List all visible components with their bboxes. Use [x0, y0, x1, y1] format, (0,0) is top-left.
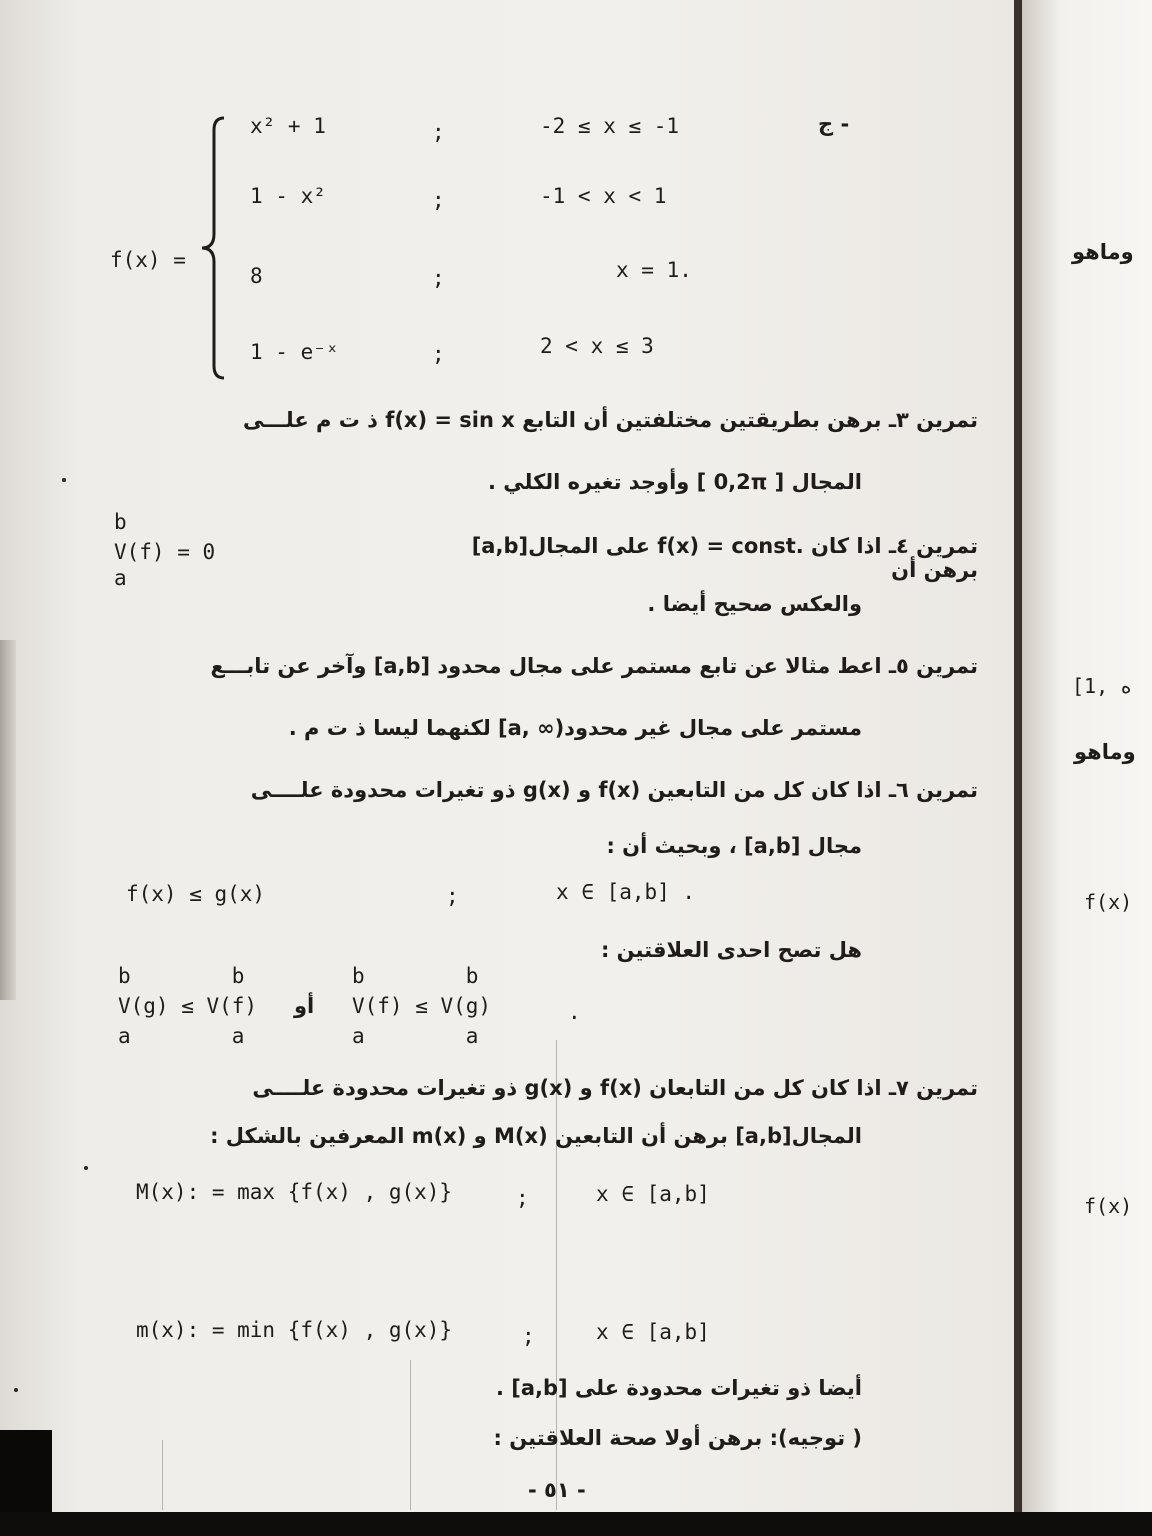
relation-2: V(f) ≤ V(g): [352, 994, 492, 1018]
exercise-7-hint: ( توجيه): برهن أولا صحة العلاقتين :: [493, 1426, 862, 1450]
max-separator: ;: [516, 1186, 529, 1210]
exercise-4-line-1: تمرين ٤ـ اذا كان .f(x) = const على المجال[a,b] برهن أن: [471, 534, 978, 582]
inequality-right: x ∈ [a,b] .: [556, 880, 696, 904]
exercise-7-line-1: تمرين ٧ـ اذا كان كل من التابعان (f(x و (g(x ذو تغيرات محدودة علــــى: [252, 1076, 978, 1100]
exercise-4-line-2: والعكس صحيح أيضا .: [647, 592, 862, 616]
adjacent-text: وماهو: [1074, 740, 1136, 764]
exercise-3-line-2: المجال [ 0,2π ] وأوجد تغيره الكلي .: [487, 470, 862, 494]
exercise-7-line-2: المجال[a,b] برهن أن التابعين (M(x و (m(x المعرفين بالشكل :: [210, 1124, 862, 1148]
scan-bottom-edge: [0, 1512, 1152, 1536]
adjacent-text: وماهو: [1072, 240, 1134, 264]
relation-1-upper: b b: [118, 964, 245, 988]
case-separator: ;: [432, 120, 445, 144]
case-condition: -1 < x < 1: [540, 184, 667, 208]
variation-lower-limit: a: [114, 566, 127, 590]
exercise-5-line-1: تمرين ٥ـ اعط مثالا عن تابع مستمر على مجال محدود [a,b] وآخر عن تابـــع: [210, 654, 978, 678]
adjacent-page: [1022, 0, 1152, 1536]
speck: [62, 478, 66, 482]
adjacent-text: [1, ه: [1072, 674, 1133, 698]
max-definition: M(x): = max {f(x) , g(x)}: [136, 1180, 453, 1204]
variation-upper-limit: b: [114, 510, 127, 534]
page-number: - ٥١ -: [528, 1478, 586, 1502]
relation-end-dot: .: [568, 1000, 581, 1024]
case-expr: 1 - e⁻ˣ: [250, 340, 339, 364]
bleed-line: [162, 1440, 163, 1510]
exercise-6-line-1: تمرين ٦ـ اذا كان كل من التابعين (f(x و (g(x ذو تغيرات محدودة علــــى: [250, 778, 978, 802]
exercise-6-line-2: مجال [a,b] ، وبحيث أن :: [606, 834, 862, 858]
left-brace-icon: [196, 116, 226, 380]
variation-formula: V(f) = 0: [114, 540, 216, 564]
exercise-6-line-3: هل تصح احدى العلاقتين :: [600, 938, 862, 962]
function-label: f(x) =: [110, 248, 186, 272]
case-separator: ;: [432, 342, 445, 366]
case-marker: - ج: [818, 112, 850, 136]
adjacent-text: f(x): [1084, 1194, 1133, 1218]
min-domain: x ∈ [a,b]: [596, 1320, 710, 1344]
adjacent-text: f(x): [1084, 890, 1133, 914]
relation-2-upper: b b: [352, 964, 479, 988]
relation-2-lower: a a: [352, 1024, 479, 1048]
inequality-left: f(x) ≤ g(x): [126, 882, 266, 906]
relation-1-lower: a a: [118, 1024, 245, 1048]
case-expr: 8: [250, 264, 263, 288]
case-condition: x = 1.: [616, 258, 692, 282]
relation-1: V(g) ≤ V(f): [118, 994, 258, 1018]
max-domain: x ∈ [a,b]: [596, 1182, 710, 1206]
speck: [14, 1388, 18, 1392]
or-word: أو: [294, 994, 315, 1018]
min-separator: ;: [522, 1324, 535, 1348]
case-expr: 1 - x²: [250, 184, 326, 208]
inequality-separator: ;: [446, 884, 459, 908]
case-expr: x² + 1: [250, 114, 326, 138]
min-definition: m(x): = min {f(x) , g(x)}: [136, 1318, 453, 1342]
case-separator: ;: [432, 266, 445, 290]
exercise-5-line-2: مستمر على مجال غير محدود(∞ ,a] لكنهما ليسا ذ ت م .: [288, 716, 862, 740]
case-separator: ;: [432, 188, 445, 212]
exercise-3-line-1: تمرين ٣ـ برهن بطريقتين مختلفتين أن التابع f(x) = sin x ذ ت م علـــى: [242, 408, 978, 432]
speck: [84, 1166, 88, 1170]
binding-shadow: [0, 640, 16, 1000]
case-condition: 2 < x ≤ 3: [540, 334, 654, 358]
page-fold: [1014, 0, 1022, 1536]
exercise-7-line-3: أيضا ذو تغيرات محدودة على [a,b] .: [495, 1376, 862, 1400]
case-condition: -2 ≤ x ≤ -1: [540, 114, 680, 138]
